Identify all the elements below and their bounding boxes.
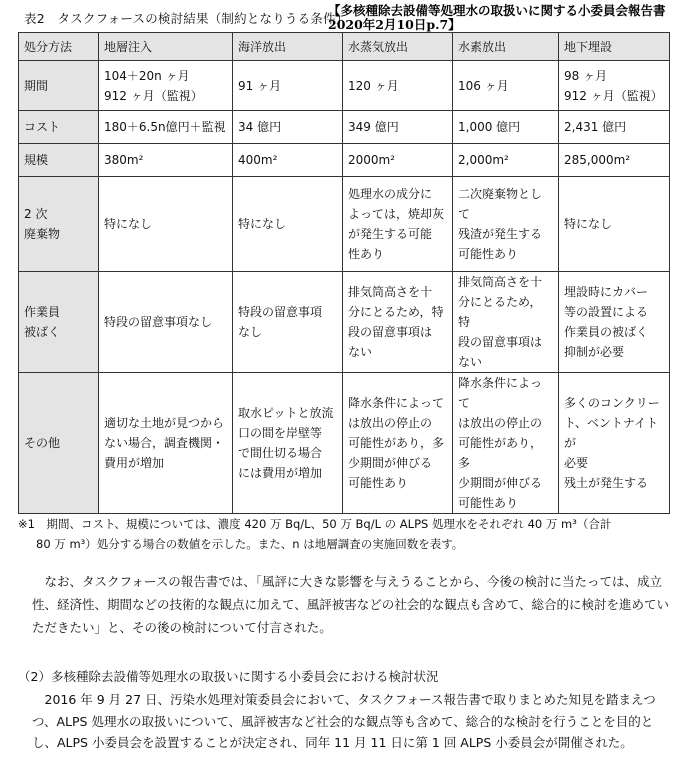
table-cell: 適切な土地が見つから ない場合，調査機関・ 費用が増加: [99, 373, 233, 514]
table-cell: 特になし: [99, 177, 233, 272]
row-label-worker-exposure: 作業員 被ばく: [19, 272, 99, 373]
table-cell: 二次廃棄物として 残渣が発生する 可能性あり: [453, 177, 559, 272]
footnote-line-1: ※1 期間、コスト、規模については、濃度 420 万 Bq/L、50 万 Bq/L の ALPS 処理水をそれぞれ 40 万 m³（合計: [18, 517, 612, 531]
table-caption: 表2 タスクフォースの検討結果（制約となりうる条件）: [24, 11, 349, 26]
table-cell: 1,000 億円: [453, 111, 559, 144]
header-cell-vapor-release: 水蒸気放出: [343, 33, 453, 61]
header-cell-ocean-release: 海洋放出: [233, 33, 343, 61]
table-cell: 34 億円: [233, 111, 343, 144]
header-cell-underground-burial: 地下埋設: [559, 33, 670, 61]
table-cell: 排気筒高さを十 分にとるため，特 段の留意事項は ない: [343, 272, 453, 373]
body-paragraph: なお、タスクフォースの報告書では、「風評に大きな影響を与えうることから、今後の検討に当たっては、成立性、経済性、期間などの技術的な観点に加えて、風評被害などの社会的な観点も含めて、総合的に検討を進めていただきたい」と、その後の検討について付言された。: [32, 574, 670, 635]
table-cell: 2000m²: [343, 144, 453, 177]
header-cell-hydrogen-release: 水素放出: [453, 33, 559, 61]
table-cell: 400m²: [233, 144, 343, 177]
table-cell: 120 ヶ月: [343, 61, 453, 111]
table-cell: 2,000m²: [453, 144, 559, 177]
header-cell-method: 処分方法: [19, 33, 99, 61]
table-row-period: [19, 61, 670, 111]
table-row-scale: [19, 144, 670, 177]
table-cell: 多くのコンクリー ト、ベントナイトが 必要 残土が発生する: [559, 373, 670, 514]
table-cell: 380m²: [99, 144, 233, 177]
comparison-table: [18, 32, 670, 514]
table-footnote: [18, 514, 673, 554]
table-header-row: [19, 33, 670, 61]
table-row-worker-exposure: [19, 272, 670, 373]
table-cell: 98 ヶ月 912 ヶ月（監視）: [559, 61, 670, 111]
row-label-secondary-waste: 2 次 廃棄物: [19, 177, 99, 272]
table-cell: 285,000m²: [559, 144, 670, 177]
header-cell-geological-injection: 地層注入: [99, 33, 233, 61]
row-label-scale: 規模: [19, 144, 99, 177]
table-cell: 104＋20n ヶ月 912 ヶ月（監視）: [99, 61, 233, 111]
row-label-other: その他: [19, 373, 99, 514]
table-cell: 特段の留意事項なし: [99, 272, 233, 373]
section-heading: （2）多核種除去設備等処理水の取扱いに関する小委員会における検討状況: [18, 669, 439, 684]
table-cell: 特段の留意事項 なし: [233, 272, 343, 373]
row-label-cost: コスト: [19, 111, 99, 144]
table-row-other: [19, 373, 670, 514]
table-cell: 取水ピットと放流 口の間を岸壁等 で間仕切る場合 には費用が増加: [233, 373, 343, 514]
section-body-paragraph: 2016 年 9 月 27 日、汚染水処理対策委員会において、タスクフォース報告書で取りまとめた知見を踏まえつつ、ALPS 処理水の取扱いについて、風評被害など社会的な観点等も含めて、総合的な検討を行うことを目的とし、ALPS 小委員会を設置することが決定され、同年 11 月 11 日に第 1 回 ALPS 小委員会が開催された。: [32, 692, 656, 750]
table-cell: 349 億円: [343, 111, 453, 144]
table-cell: 降水条件によって は放出の停止の 可能性があり，多 少期間が伸びる 可能性あり: [453, 373, 559, 514]
table-cell: 特になし: [233, 177, 343, 272]
table-row-cost: [19, 111, 670, 144]
table-row-secondary-waste: [19, 177, 670, 272]
source-reference: 【多核種除去設備等処理水の取扱いに関する小委員会報告書2020年2月10日p.7】: [328, 3, 666, 32]
footnote-line-2: 80 万 m³）処分する場合の数値を示した。また、n は地層調査の実施回数を表す。: [36, 537, 464, 551]
table-cell: 処理水の成分に よっては，焼却灰 が発生する可能 性あり: [343, 177, 453, 272]
table-cell: 106 ヶ月: [453, 61, 559, 111]
table-cell: 2,431 億円: [559, 111, 670, 144]
table-cell: 埋設時にカバー 等の設置による 作業員の被ばく 抑制が必要: [559, 272, 670, 373]
table-cell: 降水条件によって は放出の停止の 可能性があり，多 少期間が伸びる 可能性あり: [343, 373, 453, 514]
table-cell: 180＋6.5n億円＋監視: [99, 111, 233, 144]
table-cell: 特になし: [559, 177, 670, 272]
table-cell: 91 ヶ月: [233, 61, 343, 111]
table-cell: 排気筒高さを十 分にとるため，特 段の留意事項は ない: [453, 272, 559, 373]
row-label-period: 期間: [19, 61, 99, 111]
